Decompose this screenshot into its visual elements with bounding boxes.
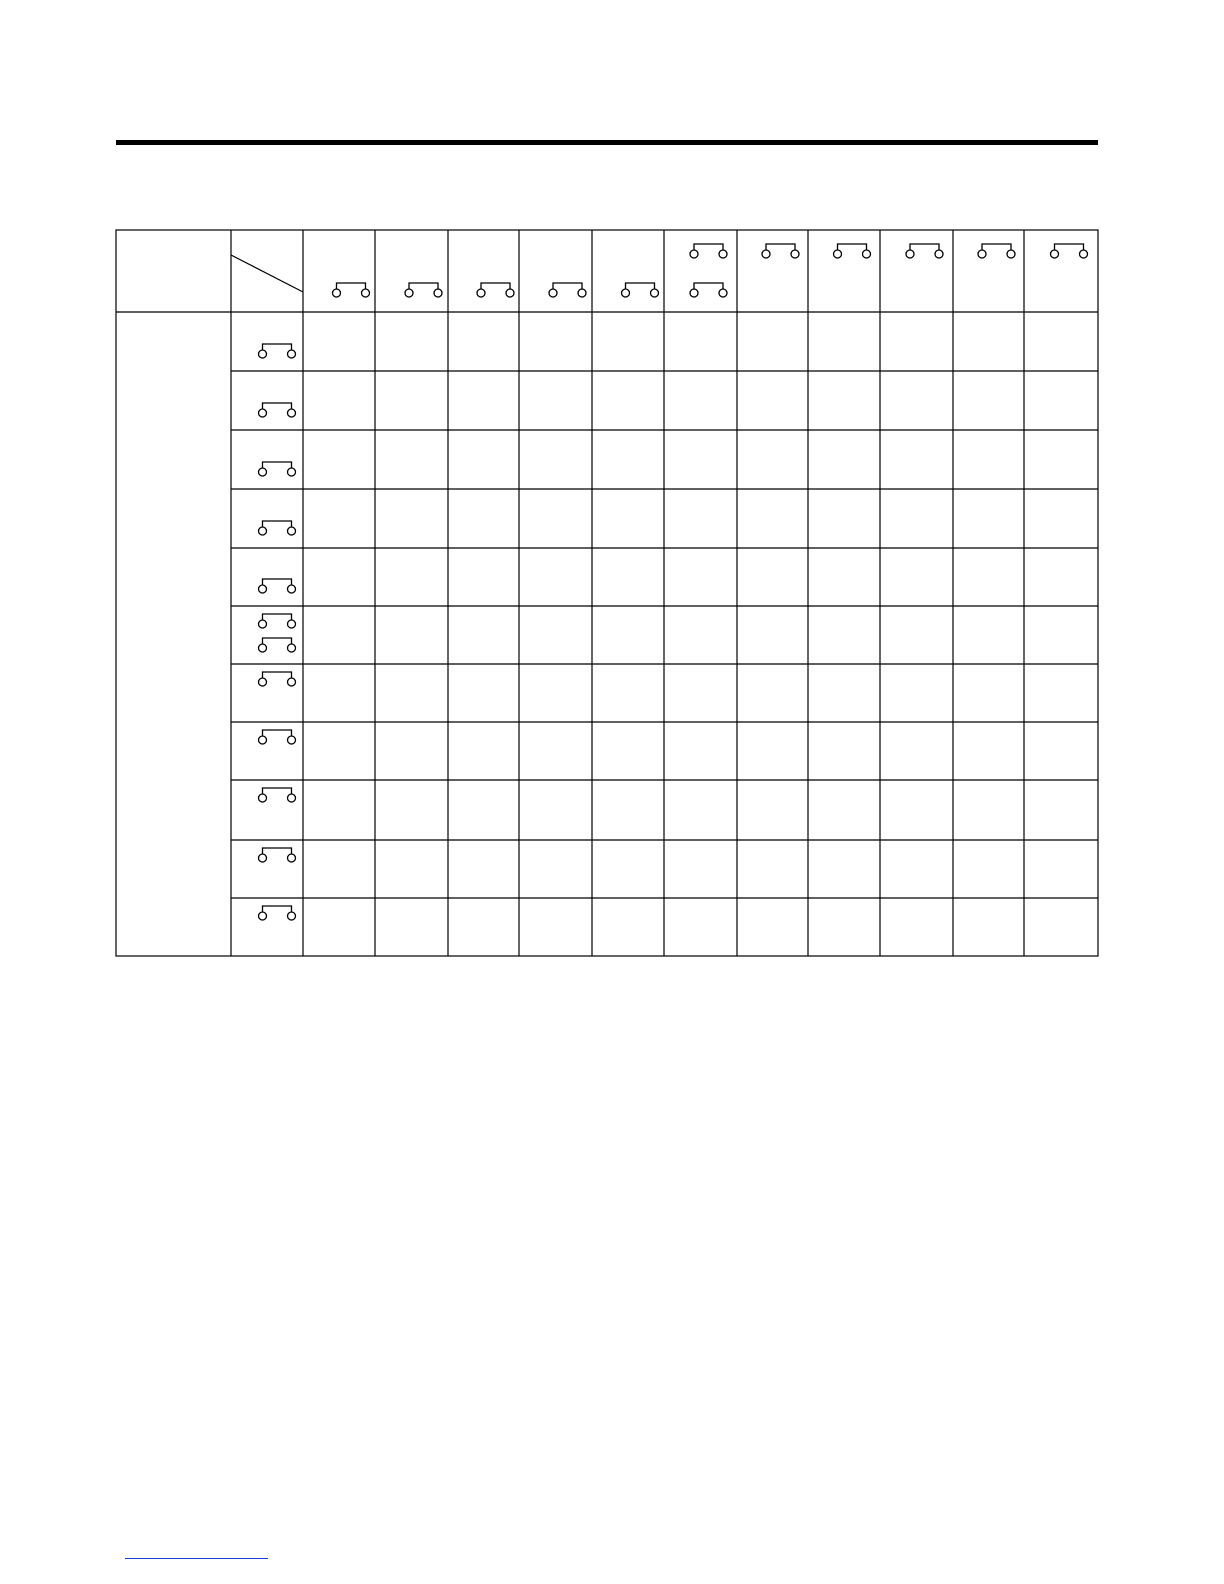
corner-diagonal	[231, 255, 303, 292]
switch-contact-icon	[259, 906, 296, 920]
switch-contact-icon	[978, 244, 1015, 258]
switch-contact-icon	[834, 244, 871, 258]
footer-rule	[125, 1558, 268, 1559]
switch-contact-icon	[259, 614, 296, 628]
switch-contact-icon	[333, 283, 370, 297]
switch-contact-icon	[259, 730, 296, 744]
switch-contact-icon	[622, 283, 659, 297]
switch-contact-icon	[690, 244, 727, 258]
switch-contact-icon	[259, 788, 296, 802]
switch-contact-icon	[259, 638, 296, 652]
switch-contact-icon	[762, 244, 799, 258]
switch-contact-icon	[405, 283, 442, 297]
switch-contact-icon	[477, 283, 514, 297]
switch-contact-icon	[1051, 244, 1088, 258]
switch-contact-icon	[259, 403, 296, 417]
switch-contact-icon	[549, 283, 586, 297]
switch-contact-icon	[259, 344, 296, 358]
switch-contact-icon	[906, 244, 943, 258]
switch-contact-icon	[259, 462, 296, 476]
switch-contact-icon	[259, 579, 296, 593]
switch-contact-icon	[259, 521, 296, 535]
switch-contact-icon	[259, 672, 296, 686]
switch-contact-icon	[259, 848, 296, 862]
switch-contact-icon	[690, 283, 727, 297]
